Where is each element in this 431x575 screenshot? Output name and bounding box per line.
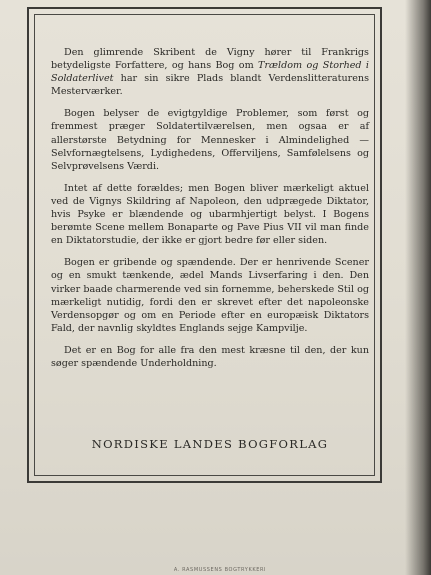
printer-imprint: A. RASMUSSENS BOGTRYKKERI <box>173 567 267 573</box>
paragraph-4-text: Bogen er gribende og spændende. Der er henrivende Scener og en smukt tænkende, ædel Mands Livserfaring i den. Den virker baade charmerende ved sin fornemme, beherskede Stil og mærkeligt nutidig, fordi den er skrevet efter det napoleonske Verdensopgør og om en Periode efter en europæisk Diktators Fald, der navnlig skyldtes Englands sejge Kampvilje. <box>51 257 369 334</box>
paragraph-4 <box>51 256 369 335</box>
paragraph-1-text: Den glimrende Skribent de Vigny hører til Frankrigs betydeligste Forfattere, og hans Bog om <box>51 47 369 72</box>
paragraph-2 <box>51 107 369 172</box>
paragraph-3 <box>51 182 369 247</box>
book-title-italic: Trældom og Storhed i Soldaterlivet <box>51 60 369 85</box>
paragraph-5 <box>51 344 369 370</box>
paragraph-1 <box>51 46 369 98</box>
publisher-name: NORDISKE LANDES BOGFORLAG <box>91 437 329 451</box>
paragraph-1-text-end: har sin sikre Plads blandt Verdenslitteraturens Mesterværker. <box>51 73 369 98</box>
paragraph-3-text: Intet af dette forældes; men Bogen bliver mærkeligt aktuel ved de Vignys Skildring af Napoleon, den udprægede Diktator, hvis Psyke er blændende og ubarmhjertigt belyst. I Bogens berømte Scene mellem Bonaparte og Pave Pius VII vil man finde en Diktatorstudie, der ikke er gjort bedre før eller siden. <box>51 182 369 247</box>
paragraph-2-text: Bogen belyser de evigtgyldige Problemer, som først og fremmest præger Soldatertilværelsen, men ogsaa er af allerstørste Betydning for Mennesker i Almindelighed — Selvfornægtelsens, Lydighedens, Offerviljens, Samfølelsens og Selvprøvelsens Værdi. <box>51 108 369 172</box>
paragraph-5-text: Det er en Bog for alle fra den mest kræsne til den, der kun søger spændende Underholdning. <box>51 344 369 369</box>
blurb-text <box>51 46 369 379</box>
page-edge-shadow <box>405 0 431 575</box>
